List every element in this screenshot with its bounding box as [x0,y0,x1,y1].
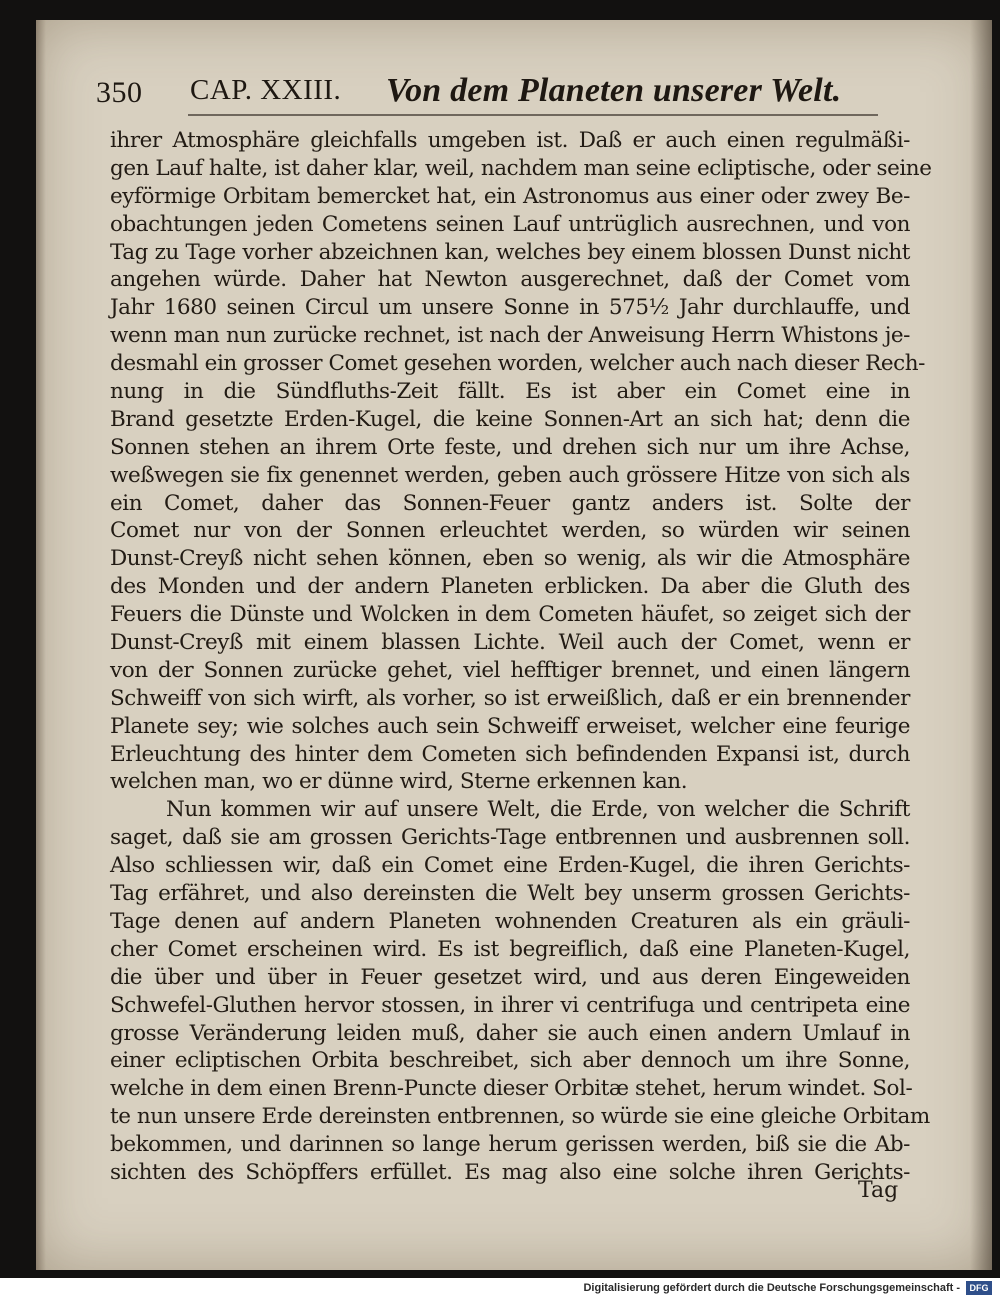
page-header [96,62,886,122]
text-line: Also schliessen wir, daß ein Comet eine Erden-Kugel, die ihren Gerichts- [110,853,910,879]
text-line: Erleuchtung des hinter dem Cometen sich befindenden Expansi ist, durch [110,741,910,767]
text-line: grosse Veränderung leiden muß, daher sie auch einen andern Umlauf in [110,1020,910,1046]
text-line: Schwefel-Gluthen hervor stossen, in ihrer vi centrifuga und centripeta eine [110,992,910,1018]
paragraph-end-line: welchen man, wo er dünne wird, Sterne erkennen kan. [110,769,688,795]
text-line: sichten des Schöpffers erfüllet. Es mag also eine solche ihren Gerichts- [110,1159,910,1185]
text-line: saget, daß sie am grossen Gerichts-Tage entbrennen und ausbrennen soll. [110,825,910,851]
paragraph-start-line: Nun kommen wir auf unsere Welt, die Erde, von welcher die Schrift [166,797,910,823]
text-line: eyförmige Orbitam bemercket hat, ein Astronomus aus einer oder zwey Be- [110,183,910,209]
text-line: Comet nur von der Sonnen erleuchtet werden, so würden wir seinen [110,518,910,544]
text-line: Planete sey; wie solches auch sein Schweiff erweiset, welcher eine feurige [110,713,910,739]
text-line: einer ecliptischen Orbita beschreibet, sich aber dennoch um ihre Sonne, [110,1048,910,1074]
text-line: wenn man nun zurücke rechnet, ist nach der Anweisung Herrn Whistons je- [110,323,910,349]
body-text [110,127,932,1187]
text-line: weßwegen sie fix genennet werden, geben auch grössere Hitze von sich als [110,462,910,488]
page-number: 350 [96,76,143,109]
text-line: angehen würde. Daher hat Newton ausgerechnet, daß der Comet vom [110,267,910,293]
text-line: Feuers die Dünste und Wolcken in dem Cometen häufet, so zeiget sich der [110,602,910,628]
text-line: ihrer Atmosphäre gleichfalls umgeben ist. Daß er auch einen regulmäßi- [110,128,910,153]
text-line: Tag erfähret, und also dereinsten die Welt bey unserm grossen Gerichts- [110,881,910,907]
text-line: Sonnen stehen an ihrem Orte feste, und drehen sich nur um ihre Achse, [110,434,910,460]
text-line: des Monden und der andern Planeten erblicken. Da aber die Gluth des [110,574,910,600]
text-line: Jahr 1680 seinen Circul um unsere Sonne in 575½ Jahr durchlauffe, und [110,295,910,321]
catchword: Tag [858,1178,899,1203]
digitization-footer [0,1278,1000,1299]
dfg-logo: DFG [966,1281,992,1295]
text-line: bekommen, und darinnen so lange herum gerissen werden, biß sie die Ab- [110,1132,910,1158]
text-line: gen Lauf halte, ist daher klar, weil, nachdem man seine ecliptische, oder seine [110,155,932,181]
running-title: Von dem Planeten unserer Welt. [386,72,842,109]
text-line: Tage denen auf andern Planeten wohnenden Creaturen als ein gräuli- [110,908,910,934]
text-line: Dunst-Creyß nicht sehen können, eben so wenig, als wir die Atmosphäre [110,546,910,572]
text-line: ein Comet, daher das Sonnen-Feuer gantz anders ist. Solte der [110,490,910,516]
footer-credit: Digitalisierung gefördert durch die Deutsche Forschungsgemeinschaft - [583,1282,960,1294]
page-edge-shadow [970,20,992,1270]
text-line: obachtungen jeden Cometens seinen Lauf untrüglich ausrechnen, und von [110,211,910,237]
chapter-label: CAP. XXIII. [190,74,342,106]
text-line: Dunst-Creyß mit einem blassen Lichte. Weil auch der Comet, wenn er [110,630,910,656]
text-line: von der Sonnen zurücke gehet, viel hefftiger brennet, und einen längern [110,657,910,683]
text-line: te nun unsere Erde dereinsten entbrennen, so würde sie eine gleiche Orbitam [110,1104,930,1130]
text-line: cher Comet erscheinen wird. Es ist begreiflich, daß eine Planeten-Kugel, [110,936,910,962]
header-rule [188,114,878,116]
text-line: welche in dem einen Brenn-Puncte dieser Orbitæ stehet, herum windet. Sol- [110,1076,913,1102]
text-line: Tag zu Tage vorher abzeichnen kan, welches bey einem blossen Dunst nicht [110,239,910,265]
text-line: Schweiff von sich wirft, als vorher, so ist erweißlich, daß er ein brennender [110,685,910,711]
page-gutter-shadow [36,20,46,1270]
text-line: desmahl ein grosser Comet gesehen worden, welcher auch nach dieser Rech- [110,351,925,377]
text-line: Brand gesetzte Erden-Kugel, die keine Sonnen-Art an sich hat; denn die [110,406,910,432]
text-line: nung in die Sündfluths-Zeit fällt. Es ist aber ein Comet eine in [110,379,910,405]
text-line: die über und über in Feuer gesetzet wird, und aus deren Eingeweiden [110,964,910,990]
